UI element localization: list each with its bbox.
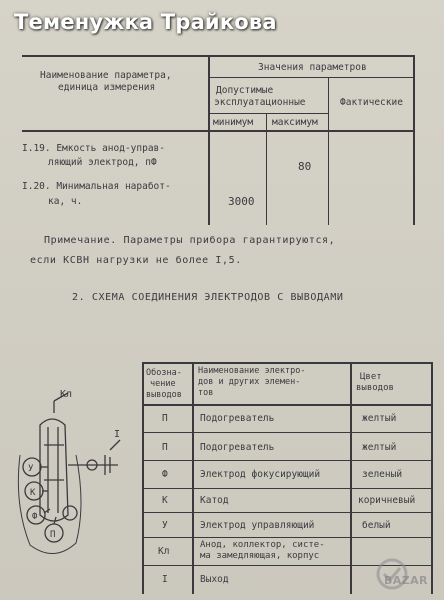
max-header: максимум bbox=[272, 117, 318, 128]
row3-color: зеленый bbox=[362, 469, 403, 480]
row5-designation: У bbox=[162, 520, 168, 531]
tube-envelope bbox=[40, 419, 68, 521]
collector-label: Кл bbox=[60, 389, 73, 400]
watermark-text: BAZAR bbox=[384, 574, 428, 587]
row1-max-value: 80 bbox=[298, 160, 312, 173]
row3-designation: Ф bbox=[162, 469, 168, 480]
row6-designation: Кл bbox=[158, 546, 170, 557]
row4-name: Катод bbox=[200, 495, 229, 506]
designation-header-line2: чение bbox=[150, 379, 176, 389]
row2-designation: П bbox=[162, 442, 168, 453]
name-header-line1: Наименование электро- bbox=[198, 366, 306, 376]
row1-label-line1: I.19. Емкость анод-управ- bbox=[22, 143, 165, 154]
row1-label-line2: ляющий электрод, пФ bbox=[48, 157, 157, 168]
p-pin-label: П bbox=[50, 530, 56, 540]
note-line2: если КСВН нагрузки не более I,5. bbox=[30, 255, 242, 266]
color-header-line2: выводов bbox=[356, 383, 394, 393]
electrode-scheme-drawing bbox=[10, 385, 145, 595]
permissible-header-line1: Допустимые bbox=[216, 85, 274, 96]
bazar-logo-icon bbox=[368, 548, 438, 594]
u-pin-label: У bbox=[28, 464, 34, 474]
row3-name: Электрод фокусирующий bbox=[200, 469, 321, 480]
actual-header: Фактические bbox=[340, 97, 403, 108]
row5-color: белый bbox=[362, 520, 391, 531]
row5-name: Электрод управляющий bbox=[200, 520, 315, 531]
param-header-line1: Наименование параметра, bbox=[40, 70, 172, 81]
row2-min-value: 3000 bbox=[228, 195, 255, 208]
designation-header-line1: Обозна- bbox=[146, 368, 182, 378]
min-header: минимум bbox=[213, 117, 254, 128]
color-header-line1: Цвет bbox=[360, 372, 382, 382]
name-header-line3: тов bbox=[198, 388, 214, 398]
row2-color: желтый bbox=[362, 442, 397, 453]
row2-label-line2: ка, ч. bbox=[48, 196, 83, 207]
row1-name: Подогреватель bbox=[200, 413, 275, 424]
row2-label-line1: I.20. Минимальная наработ- bbox=[22, 181, 171, 192]
permissible-header-line2: эксплуатационные bbox=[214, 97, 306, 108]
designation-header-line3: выводов bbox=[146, 390, 182, 400]
row1-color: желтый bbox=[362, 413, 397, 424]
row1-designation: П bbox=[162, 413, 168, 424]
row7-name: Выход bbox=[200, 574, 229, 585]
seller-name-title: Теменужка Трайкова bbox=[14, 10, 277, 34]
row7-designation: I bbox=[162, 574, 168, 585]
param-header-line2: единица измерения bbox=[58, 82, 156, 93]
row2-name: Подогреватель bbox=[200, 442, 275, 453]
row6-name-line1: Анод, коллектор, систе- bbox=[200, 540, 325, 550]
output-label: I bbox=[114, 429, 121, 440]
name-header-line2: дов и других элемен- bbox=[198, 377, 301, 387]
note-line1: Примечание. Параметры прибора гарантируются, bbox=[44, 235, 336, 246]
row4-color: коричневый bbox=[358, 495, 416, 506]
f-pin-label: Ф bbox=[32, 512, 38, 522]
row4-designation: К bbox=[162, 495, 168, 506]
section-title: 2. СХЕМА СОЕДИНЕНИЯ ЭЛЕКТРОДОВ С ВЫВОДАМИ bbox=[72, 292, 344, 303]
k-pin-label: К bbox=[30, 488, 36, 498]
values-header: Значения параметров bbox=[258, 62, 367, 73]
row6-name-line2: ма замедляющая, корпус bbox=[200, 551, 320, 561]
